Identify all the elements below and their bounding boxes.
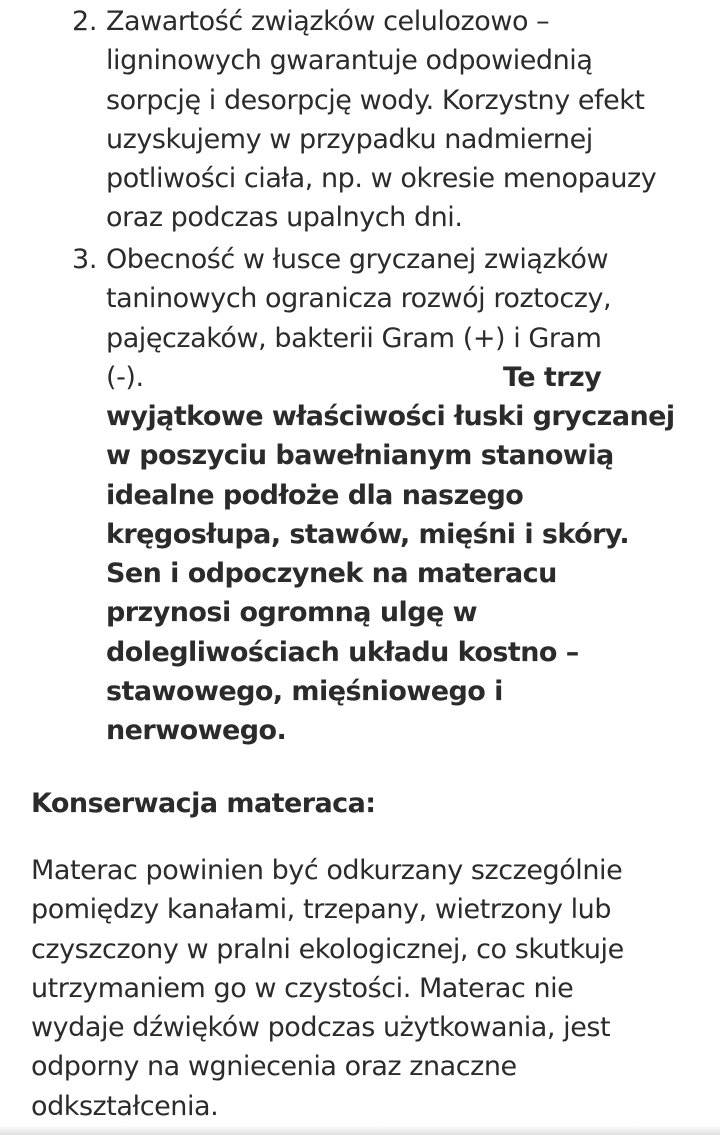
list-item-number: 3. — [72, 244, 98, 275]
list-item-number: 2. — [72, 6, 98, 37]
bold-lead-text: Te trzy — [503, 362, 602, 393]
list-item-text: Zawartość związków celulozowo – ligninowych gwarantuje odpowiednią sorpcję i desorpcję wody. Korzystny efekt uzyskujemy w przypadku nadmiernej potliwości ciała, np. w okresie menopauzy oraz podczas upalnych dni. — [106, 6, 657, 234]
section-heading: Konserwacja materaca: — [31, 788, 376, 819]
section-paragraph: Materac powinien być odkurzany szczególnie pomiędzy kanałami, trzepany, wietrzony lub czyszczony w pralni ekologicznej, co skutkuje utrzymaniem go w czystości. Materac nie wydaje dźwięków podczas użytkowania, jest odporny na wgniecenia oraz znaczne odkształcenia. — [31, 855, 624, 1122]
bottom-edge-shadow — [0, 1125, 720, 1135]
list-item-text: Obecność w łusce gryczanej związków taninowych ogranicza rozwój roztoczy, pajęczaków, bakterii Gram (+) i Gram (-). — [106, 244, 612, 393]
bold-summary-text: wyjątkowe właściwości łuski gryczanej w poszyciu bawełnianym stanowią idealne podłoże dla naszego kręgosłupa, stawów, mięśni i skóry. Sen i odpoczynek na materacu przynosi ogromną ulgę w dolegliwościach układu kostno – stawowego, mięśniowego i nerwowego. — [106, 401, 675, 747]
